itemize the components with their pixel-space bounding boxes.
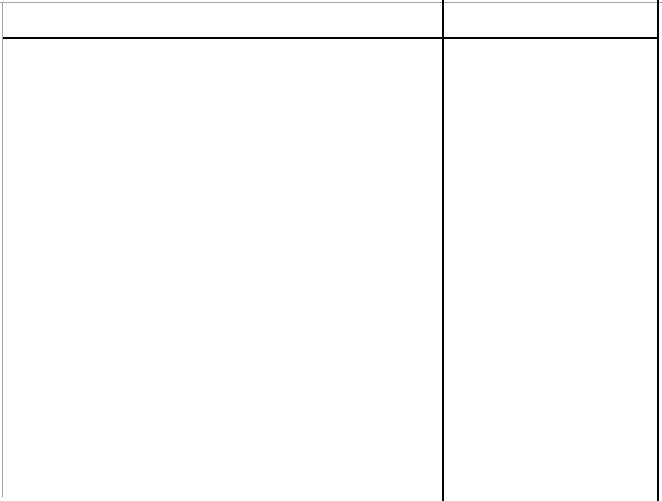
header-row: [3, 3, 657, 39]
col-header-weight[interactable]: [380, 3, 442, 37]
col-header-result[interactable]: [442, 3, 657, 37]
col-header-pct[interactable]: [317, 3, 380, 37]
table-right-border-line: [657, 0, 659, 501]
result-column-border-line: [442, 0, 444, 501]
col-header-target-reps[interactable]: [250, 3, 317, 37]
sheet-title[interactable]: [3, 3, 250, 37]
gridline-left: [2, 2, 3, 497]
